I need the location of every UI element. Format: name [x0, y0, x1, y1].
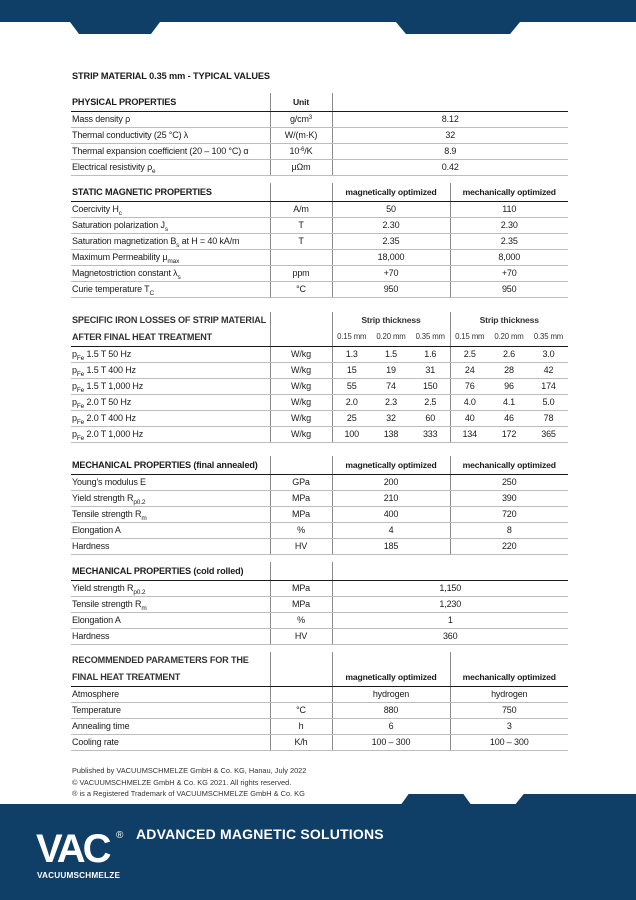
- table-row: [71, 281, 568, 297]
- row-label: Hardness: [71, 538, 270, 554]
- table-row: [71, 718, 568, 734]
- row-value: 18,000: [332, 249, 450, 265]
- row-unit: [270, 686, 332, 702]
- row-value: 46: [489, 410, 529, 426]
- row-label: Magnetostriction constant $\lambda_s$: [71, 265, 270, 281]
- row-unit: K/h: [270, 734, 332, 750]
- row-value: 1.6: [411, 346, 450, 362]
- column-heading: magnetically optimized: [332, 183, 450, 201]
- row-value: 4.0: [450, 394, 489, 410]
- row-value: 3: [450, 718, 568, 734]
- row-label: Elongation A: [71, 522, 270, 538]
- copyright-line: © VACUUMSCHMELZE GmbH & Co. KG 2021. All rights reserved.: [72, 777, 292, 787]
- table-row: [71, 410, 568, 426]
- table-row: [71, 233, 568, 249]
- row-unit: %: [270, 522, 332, 538]
- row-value: 8.12: [332, 111, 568, 127]
- row-label: $p_{Fe}$ 2.0 T 400 Hz: [71, 410, 270, 426]
- row-value: 110: [450, 201, 568, 217]
- table-row: [71, 201, 568, 217]
- row-unit: W/kg: [270, 378, 332, 394]
- row-label: Thermal conductivity (25 °C) λ: [71, 127, 270, 143]
- row-label: Yield strength $R_{p0.2}$: [71, 490, 270, 506]
- row-value: 250: [450, 474, 568, 490]
- section-heading: MECHANICAL PROPERTIES (final annealed): [71, 456, 270, 474]
- top-brand-bar: [0, 0, 636, 22]
- row-label: Electrical resistivity $\rho_e$: [71, 159, 270, 175]
- row-value: 365: [529, 426, 568, 442]
- row-value: 100 – 300: [450, 734, 568, 750]
- section-heading: RECOMMENDED PARAMETERS FOR THE: [72, 655, 249, 665]
- logo-subtitle: VACUUMSCHMELZE: [37, 871, 121, 880]
- logo-registered: ®: [116, 830, 124, 841]
- mechanical-cold-rolled-table: [71, 562, 568, 645]
- row-unit: W/kg: [270, 362, 332, 378]
- row-value: hydrogen: [332, 686, 450, 702]
- row-value: 32: [332, 127, 568, 143]
- row-unit: MPa: [270, 596, 332, 612]
- row-label: $p_{Fe}$ 2.0 T 1,000 Hz: [71, 426, 270, 442]
- row-value: 2.5: [411, 394, 450, 410]
- row-unit: [270, 249, 332, 265]
- row-unit: HV: [270, 538, 332, 554]
- row-value: 210: [332, 490, 450, 506]
- row-unit: MPa: [270, 506, 332, 522]
- section-heading: SPECIFIC IRON LOSSES OF STRIP MATERIAL: [72, 315, 267, 325]
- row-value: 15: [332, 362, 371, 378]
- section-heading: FINAL HEAT TREATMENT: [71, 668, 270, 686]
- row-unit: h: [270, 718, 332, 734]
- row-value: 3.0: [529, 346, 568, 362]
- table-row: [71, 538, 568, 554]
- publication-info: [72, 765, 306, 800]
- static-magnetic-table: [71, 183, 568, 298]
- row-value: 174: [529, 378, 568, 394]
- row-unit: W/kg: [270, 410, 332, 426]
- row-label: $p_{Fe}$ 1.5 T 50 Hz: [71, 346, 270, 362]
- row-value: 720: [450, 506, 568, 522]
- footer-tab: [514, 794, 636, 806]
- row-value: 750: [450, 702, 568, 718]
- row-value: 25: [332, 410, 371, 426]
- row-value: 2.35: [332, 233, 450, 249]
- table-row: [71, 394, 568, 410]
- row-value: 2.35: [450, 233, 568, 249]
- row-value: 74: [371, 378, 411, 394]
- table-row: [71, 378, 568, 394]
- row-unit: W/kg: [270, 346, 332, 362]
- row-unit: °C: [270, 281, 332, 297]
- row-label: Yield strength $R_{p0.2}$: [71, 580, 270, 596]
- table-row: [71, 628, 568, 644]
- thickness-heading: 0.35 mm: [411, 328, 450, 346]
- table-row: [71, 596, 568, 612]
- thickness-heading: 0.15 mm: [332, 328, 371, 346]
- row-unit: MPa: [270, 580, 332, 596]
- row-unit: W/(m·K): [270, 127, 332, 143]
- column-heading: mechanically optimized: [450, 456, 568, 474]
- row-value: 390: [450, 490, 568, 506]
- row-unit: T: [270, 217, 332, 233]
- section-heading: STATIC MAGNETIC PROPERTIES: [71, 183, 270, 201]
- trademark-line: ® is a Registered Trademark of VACUUMSCHMELZE GmbH & Co. KG: [72, 789, 305, 799]
- row-value: 60: [411, 410, 450, 426]
- iron-losses-table: [71, 312, 568, 443]
- row-value: 100: [332, 426, 371, 442]
- row-value: 150: [411, 378, 450, 394]
- row-unit: °C: [270, 702, 332, 718]
- row-value: 2.6: [489, 346, 529, 362]
- document-title: STRIP MATERIAL 0.35 mm - TYPICAL VALUES: [72, 71, 270, 81]
- mechanical-annealed-table: [71, 456, 568, 555]
- row-unit: T: [270, 233, 332, 249]
- thickness-heading: 0.15 mm: [450, 328, 489, 346]
- column-heading: mechanically optimized: [450, 668, 568, 686]
- row-unit: GPa: [270, 474, 332, 490]
- row-value: 138: [371, 426, 411, 442]
- strip-thickness-label: Strip thickness: [361, 315, 421, 325]
- row-value: 220: [450, 538, 568, 554]
- row-unit: μΩm: [270, 159, 332, 175]
- table-row: [71, 217, 568, 233]
- publisher-line: Published by VACUUMSCHMELZE GmbH & Co. KG, Hanau, July 2022: [72, 766, 307, 775]
- row-unit: W/kg: [270, 394, 332, 410]
- table-row: [71, 346, 568, 362]
- row-value: 100 – 300: [332, 734, 450, 750]
- row-value: 19: [371, 362, 411, 378]
- tagline: ADVANCED MAGNETIC SOLUTIONS: [136, 826, 384, 842]
- row-label: Mass density ρ: [71, 111, 270, 127]
- logo-letters: VAC: [36, 827, 109, 871]
- row-value: 28: [489, 362, 529, 378]
- row-unit: MPa: [270, 490, 332, 506]
- table-row: [71, 474, 568, 490]
- row-unit: $g/cm^3$: [270, 111, 332, 127]
- row-value: 1,230: [332, 596, 568, 612]
- row-value: 8: [450, 522, 568, 538]
- row-value: 0.42: [332, 159, 568, 175]
- row-value: 4.1: [489, 394, 529, 410]
- column-heading: magnetically optimized: [332, 668, 450, 686]
- row-label: $p_{Fe}$ 2.0 T 50 Hz: [71, 394, 270, 410]
- row-label: Hardness: [71, 628, 270, 644]
- table-row: [71, 612, 568, 628]
- row-label: Curie temperature $T_C$: [71, 281, 270, 297]
- thickness-heading: 0.35 mm: [529, 328, 568, 346]
- row-label: Maximum Permeability $\mu_{max}$: [71, 249, 270, 265]
- table-row: [71, 249, 568, 265]
- row-value: 2.30: [332, 217, 450, 233]
- row-value: 1: [332, 612, 568, 628]
- row-value: 185: [332, 538, 450, 554]
- row-label: Cooling rate: [71, 734, 270, 750]
- row-value: 2.5: [450, 346, 489, 362]
- row-value: 2.3: [371, 394, 411, 410]
- row-label: Young's modulus E: [71, 474, 270, 490]
- table-row: [71, 522, 568, 538]
- row-value: 1.3: [332, 346, 371, 362]
- row-unit: $10^{-6}/K$: [270, 143, 332, 159]
- section-heading: MECHANICAL PROPERTIES (cold rolled): [71, 562, 270, 580]
- column-heading: mechanically optimized: [450, 183, 568, 201]
- row-label: Coercivity $H_c$: [71, 201, 270, 217]
- vac-logo: [36, 826, 128, 887]
- row-value: 96: [489, 378, 529, 394]
- row-unit: HV: [270, 628, 332, 644]
- physical-properties-table: [71, 93, 568, 176]
- thickness-heading: 0.20 mm: [489, 328, 529, 346]
- row-label: Saturation magnetization $B_s$ at H = 40 kA/m: [71, 233, 270, 249]
- row-label: Tensile strength $R_m$: [71, 506, 270, 522]
- table-row: [71, 127, 568, 143]
- table-row: [71, 490, 568, 506]
- row-value: 40: [450, 410, 489, 426]
- row-value: +70: [450, 265, 568, 281]
- row-value: 1,150: [332, 580, 568, 596]
- row-value: +70: [332, 265, 450, 281]
- row-value: 50: [332, 201, 450, 217]
- row-unit: ppm: [270, 265, 332, 281]
- row-value: 950: [450, 281, 568, 297]
- top-bar-tab: [396, 22, 520, 34]
- row-value: 8,000: [450, 249, 568, 265]
- row-value: 2.30: [450, 217, 568, 233]
- table-row: [71, 265, 568, 281]
- row-value: 333: [411, 426, 450, 442]
- row-label: Tensile strength $R_m$: [71, 596, 270, 612]
- row-label: Elongation A: [71, 612, 270, 628]
- row-value: 200: [332, 474, 450, 490]
- row-value: 5.0: [529, 394, 568, 410]
- column-heading: magnetically optimized: [332, 456, 450, 474]
- table-row: [71, 580, 568, 596]
- row-value: 32: [371, 410, 411, 426]
- row-value: 42: [529, 362, 568, 378]
- row-label: Saturation polarization $J_s$: [71, 217, 270, 233]
- table-row: [71, 506, 568, 522]
- row-label: Annealing time: [71, 718, 270, 734]
- row-value: 55: [332, 378, 371, 394]
- row-label: $p_{Fe}$ 1.5 T 1,000 Hz: [71, 378, 270, 394]
- row-value: 1.5: [371, 346, 411, 362]
- row-value: 76: [450, 378, 489, 394]
- row-label: Atmosphere: [71, 686, 270, 702]
- table-row: [71, 111, 568, 127]
- section-heading: PHYSICAL PROPERTIES: [71, 93, 270, 111]
- row-value: 2.0: [332, 394, 371, 410]
- row-unit: %: [270, 612, 332, 628]
- strip-thickness-label: Strip thickness: [450, 312, 568, 328]
- table-row: [71, 734, 568, 750]
- row-label: $p_{Fe}$ 1.5 T 400 Hz: [71, 362, 270, 378]
- top-bar-tab: [70, 22, 160, 34]
- row-value: 8.9: [332, 143, 568, 159]
- table-row: [71, 686, 568, 702]
- row-value: 400: [332, 506, 450, 522]
- row-value: 172: [489, 426, 529, 442]
- row-unit: A/m: [270, 201, 332, 217]
- row-value: hydrogen: [450, 686, 568, 702]
- table-row: [71, 362, 568, 378]
- row-value: 78: [529, 410, 568, 426]
- table-row: [71, 702, 568, 718]
- row-unit: W/kg: [270, 426, 332, 442]
- section-heading: AFTER FINAL HEAT TREATMENT: [71, 328, 270, 346]
- table-row: [71, 143, 568, 159]
- row-label: Temperature: [71, 702, 270, 718]
- row-value: 6: [332, 718, 450, 734]
- row-value: 31: [411, 362, 450, 378]
- row-value: 360: [332, 628, 568, 644]
- table-row: [71, 159, 568, 175]
- footer-tab: [400, 794, 472, 806]
- row-value: 24: [450, 362, 489, 378]
- row-value: 880: [332, 702, 450, 718]
- unit-heading: Unit: [270, 93, 332, 111]
- thickness-heading: 0.20 mm: [371, 328, 411, 346]
- heat-treatment-table: [71, 652, 568, 751]
- table-row: [71, 426, 568, 442]
- row-value: 950: [332, 281, 450, 297]
- vac-logo-mark: [36, 826, 128, 882]
- row-label: Thermal expansion coefficient (20 – 100 °C) α: [71, 143, 270, 159]
- row-value: 134: [450, 426, 489, 442]
- row-value: 4: [332, 522, 450, 538]
